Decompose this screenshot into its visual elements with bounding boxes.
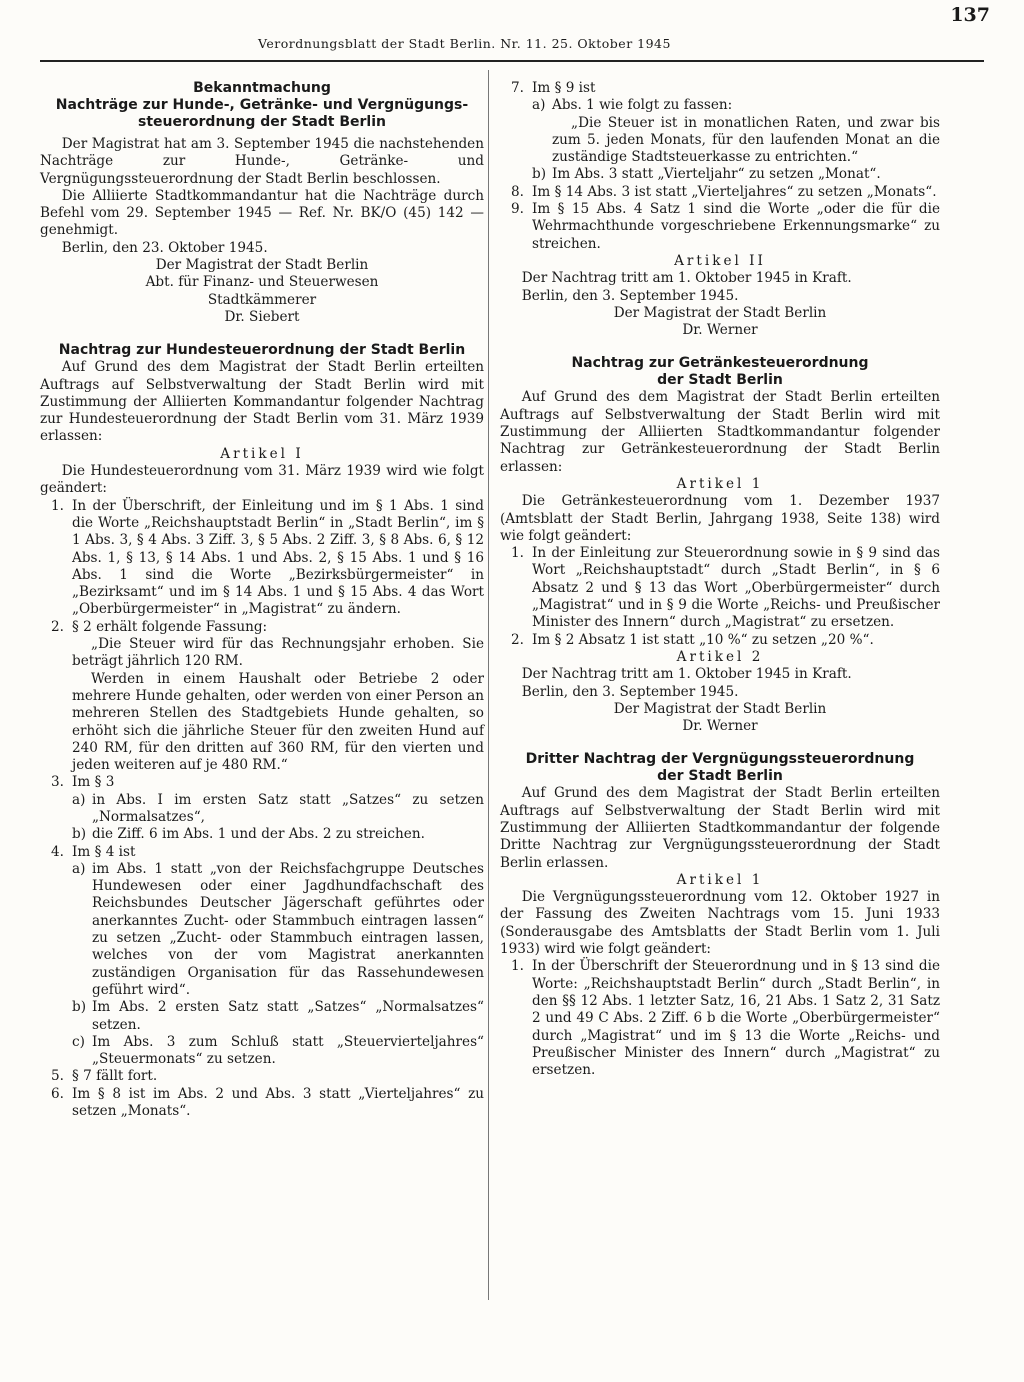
list-item-text: In der Einleitung zur Steuerordnung sowie in § 9 sind das Wort „Reichshauptstadt“ durch „Stadt Berlin“, in § 6 Absatz 2 und § 13 das Wort „Oberbürgermeister“ durch „Magistrat“ und in § 9 die Worte „Reichs- und Preußischer Minister des Innern“ durch „Magistrat“ zu ersetzen. — [532, 545, 940, 631]
quoted-text: Werden in einem Haushalt oder Betriebe 2 oder mehrere Hunde gehalten, oder werden von einer Person an mehreren Stellen des Stadtgebiets Hunde gehalten, so erhöht sich die jährliche Steuer für den zweiten Hund auf 240 RM, für den dritten auf 360 RM, für den vierten und jeden weiteren auf je 480 RM.“ — [72, 670, 484, 774]
list-item — [500, 201, 940, 253]
list-item-text: § 7 fällt fort. — [72, 1068, 158, 1085]
vergnuegungssteuer-intro: Auf Grund des dem Magistrat der Stadt Berlin erteilten Auftrags auf Selbstverwaltung der Stadt Berlin wird mit Zustimmung der Alliierten Stadtkommandantur der folgende Dritte Nachtrag zur Vergnügungssteuerordnung der Stadt Berlin erlassen. — [500, 785, 940, 871]
bekanntmachung-subtitle-2: steuerordnung der Stadt Berlin — [138, 114, 386, 130]
sub-item-letter: a) — [72, 860, 86, 877]
list-item-text: Im § 3 — [72, 774, 115, 791]
sub-item — [72, 999, 484, 1034]
list-item — [40, 1068, 484, 1085]
sub-item-letter: c) — [72, 1033, 85, 1050]
sub-item-text: im Abs. 1 statt „von der Reichsfachgruppe Deutsches Hundewesen oder einer Jagdhundfachschaft des Reichsbundes Deutscher Jägerschaft geführtes oder anerkanntes Zucht- oder Stammbuch eintragen lassen“ zu setzen „Zucht- oder Stammbuch eintragen lassen, welches von der vom Magistrat anerkannten zuständigen Organisation für das Rassehundewesen geführt wird“. — [92, 860, 484, 998]
getraenkesteuer-change-intro: Die Getränkesteuerordnung vom 1. Dezember 1937 (Amtsblatt der Stadt Berlin, Jahrgang 1938, Seite 138) wird wie folgt geändert: — [500, 493, 940, 544]
sub-item — [72, 1034, 484, 1069]
bekanntmachung-date: Berlin, den 23. Oktober 1945. — [61, 239, 268, 256]
sub-item-text: Im Abs. 2 ersten Satz statt „Satzes“ „Normalsatzes“ setzen. — [92, 999, 484, 1033]
getraenkesteuer-artikel-1: Artikel 1 — [676, 475, 764, 492]
sub-item-letter: b) — [532, 166, 547, 183]
getraenkesteuer-section — [500, 355, 940, 735]
hundesteuer-section — [40, 342, 484, 1120]
sub-item-text: Abs. 1 wie folgt zu fassen: — [552, 97, 733, 114]
list-item-text: Im § 9 ist — [532, 80, 596, 96]
page-number: 137 — [950, 4, 990, 26]
left-column — [40, 80, 484, 1120]
getraenkesteuer-signature-1: Der Magistrat der Stadt Berlin — [613, 700, 827, 717]
list-item-number: 1. — [511, 545, 524, 562]
list-item — [500, 545, 940, 631]
header-rule — [40, 60, 984, 62]
list-item — [40, 498, 484, 619]
list-item-number: 4. — [51, 843, 64, 860]
list-item — [500, 958, 940, 1079]
vergnuegungssteuer-change-intro: Die Vergnügungssteuerordnung vom 12. Oktober 1927 in der Fassung des Zweiten Nachtrags vom 15. Juni 1933 (Sonderausgabe des Amtsblatts der Stadt Berlin vom 1. Juli 1933) wird wie folgt geändert: — [500, 889, 940, 958]
sub-item-text: Im Abs. 3 zum Schluß statt „Steuervierteljahres“ „Steuermonats“ zu setzen. — [92, 1033, 484, 1068]
list-item — [40, 1086, 484, 1121]
hundesteuer-title: Nachtrag zur Hundesteuerordnung der Stadt Berlin — [58, 342, 466, 359]
list-item-text: In der Überschrift der Steuerordnung und in § 13 sind die Worte: „Reichshauptstadt Berlin“ durch „Stadt Berlin“, in den §§ 12 Abs. 1 letzter Satz, 16, 21 Abs. 1 Satz 2, 31 Satz 2 und 49 C Abs. 2 Ziff. 6 b die Worte „Oberbürgermeister“ durch „Magistrat“ und im § 13 die Worte „Reichs- und Preußischer Minister des Innern“ durch „Magistrat“ zu ersetzen. — [532, 958, 940, 1079]
list-item-text: In der Überschrift, der Einleitung und im § 1 Abs. 1 sind die Worte „Reichshauptstadt Berlin“ in „Stadt Berlin“, im § 1 Abs. 3, § 4 Abs. 3 Ziff. 3, § 5 Abs. 2 Ziff. 3, § 8 Abs. 6, § 12 Abs. 1, § 13, § 14 Abs. 1 und Abs. 2, § 15 Abs. 1 und § 16 Abs. 1 sind die Worte „Bezirksbürgermeister“ in „Bezirksamt“ und im § 14 Abs. 1 und § 15 Abs. 4 das Wort „Oberbürgermeister“ in „Magistrat“ zu ändern. — [72, 497, 484, 618]
list-item — [500, 184, 940, 201]
hundesteuer-artikel-2: Artikel II — [674, 252, 766, 269]
getraenkesteuer-artikel-2: Artikel 2 — [676, 648, 764, 665]
hundesteuer-signature-name: Dr. Werner — [682, 322, 758, 339]
bekanntmachung-signature-3: Stadtkämmerer — [207, 291, 317, 308]
sub-item-letter: b) — [72, 826, 87, 843]
list-item — [40, 619, 484, 775]
list-item-number: 6. — [51, 1085, 64, 1102]
bekanntmachung-signature-2: Abt. für Finanz- und Steuerwesen — [145, 274, 379, 291]
getraenkesteuer-date: Berlin, den 3. September 1945. — [521, 683, 739, 700]
quoted-text: „Die Steuer wird für das Rechnungsjahr erhoben. Sie beträgt jährlich 120 RM. — [72, 636, 484, 670]
hundesteuer-inkrafttreten: Der Nachtrag tritt am 1. Oktober 1945 in Kraft. — [521, 270, 852, 287]
column-divider — [488, 70, 489, 1300]
list-item-number: 7. — [511, 80, 524, 96]
hundesteuer-date: Berlin, den 3. September 1945. — [521, 287, 739, 304]
header-title: Verordnungsblatt der Stadt Berlin. Nr. 11. 25. Oktober 1945 — [258, 36, 671, 51]
list-item-number: 1. — [511, 958, 524, 975]
bekanntmachung-signature-1: Der Magistrat der Stadt Berlin — [155, 257, 369, 274]
quoted-text: „Die Steuer ist in monatlichen Raten, und zwar bis zum 5. jeden Monats, für den laufenden Monat an die zuständige Stadtsteuerkasse zu entrichten.“ — [552, 114, 940, 166]
list-item-text: Im § 2 Absatz 1 ist statt „10 %“ zu setzen „20 %“. — [532, 631, 874, 648]
vergnuegungssteuer-artikel-1: Artikel 1 — [676, 871, 764, 888]
bekanntmachung-paragraph-2: Die Alliierte Stadtkommandantur hat die Nachträge durch Befehl vom 29. September 1945 — Ref. Nr. BK/O (45) 142 — genehmigt. — [40, 187, 484, 239]
list-item-number: 3. — [51, 774, 64, 791]
sub-item-text: Im Abs. 3 statt „Vierteljahr“ zu setzen „Monat“. — [552, 166, 881, 183]
getraenkesteuer-inkrafttreten: Der Nachtrag tritt am 1. Oktober 1945 in Kraft. — [521, 666, 852, 683]
hundesteuer-change-intro: Die Hundesteuerordnung vom 31. März 1939 wird wie folgt geändert: — [40, 463, 484, 497]
list-item-number: 5. — [51, 1068, 64, 1085]
bekanntmachung-signature-name: Dr. Siebert — [224, 308, 300, 325]
getraenkesteuer-title-2: der Stadt Berlin — [657, 372, 783, 389]
list-item-text: § 2 erhält folgende Fassung: — [72, 618, 268, 635]
sub-item-letter: b) — [72, 999, 87, 1016]
list-item-number: 8. — [511, 183, 524, 200]
list-item-text: Im § 4 ist — [72, 843, 136, 860]
list-item-text: Im § 15 Abs. 4 Satz 1 sind die Worte „oder die für die Wehrmachthunde vorgeschriebene Erkennungsmarke“ zu streichen. — [532, 201, 940, 252]
bekanntmachung-paragraph-1: Der Magistrat hat am 3. September 1945 die nachstehenden Nachträge zur Hunde-, Getränke- und Vergnügungssteuerordnung der Stadt Berlin beschlossen. — [40, 136, 484, 187]
bekanntmachung-section — [40, 80, 484, 326]
sub-item — [532, 97, 940, 114]
right-column — [500, 80, 940, 1079]
getraenkesteuer-intro: Auf Grund des dem Magistrat der Stadt Berlin erteilten Auftrags auf Selbstverwaltung der Stadt Berlin wird mit Zustimmung der Alliierten Stadtkommandantur folgender Nachtrag zur Getränkesteuerordnung der Stadt Berlin erlassen: — [500, 389, 940, 475]
list-item-number: 2. — [511, 631, 524, 648]
bekanntmachung-subtitle-1: Nachträge zur Hunde-, Getränke- und Vergnügungs- — [55, 97, 469, 113]
sub-item-letter: a) — [532, 97, 546, 114]
getraenkesteuer-title: Nachtrag zur Getränkesteuerordnung — [571, 355, 869, 372]
list-item — [500, 80, 940, 184]
vergnuegungssteuer-title-2: der Stadt Berlin — [657, 768, 783, 785]
list-item-number: 1. — [51, 497, 64, 514]
list-item-text: Im § 14 Abs. 3 ist statt „Vierteljahres“ zu setzen „Monats“. — [532, 183, 937, 200]
hundesteuer-signature-1: Der Magistrat der Stadt Berlin — [613, 304, 827, 321]
sub-item-text: die Ziff. 6 im Abs. 1 und der Abs. 2 zu streichen. — [92, 826, 425, 843]
list-item-number: 2. — [51, 618, 64, 635]
sub-item — [72, 792, 484, 827]
sub-item-letter: a) — [72, 791, 86, 808]
vergnuegungssteuer-section — [500, 751, 940, 1079]
vergnuegungssteuer-title: Dritter Nachtrag der Vergnügungssteuerordnung — [525, 751, 915, 768]
hundesteuer-artikel-1: Artikel I — [220, 445, 304, 462]
sub-item — [72, 826, 484, 843]
bekanntmachung-title: Bekanntmachung — [193, 80, 331, 96]
list-item — [40, 774, 484, 843]
hundesteuer-intro: Auf Grund des dem Magistrat der Stadt Berlin erteilten Auftrags auf Selbstverwaltung der Stadt Berlin wird mit Zustimmung der Alliierten Kommandantur folgender Nachtrag zur Hundesteuerordnung der Stadt Berlin vom 31. März 1939 erlassen: — [40, 359, 484, 445]
list-item — [40, 844, 484, 1069]
sub-item — [72, 861, 484, 999]
list-item — [500, 632, 940, 649]
list-item-number: 9. — [511, 201, 524, 218]
sub-item — [532, 166, 940, 183]
page-header — [40, 4, 990, 62]
sub-item-text: in Abs. I im ersten Satz statt „Satzes“ zu setzen „Normalsatzes“, — [92, 791, 484, 825]
list-item-text: Im § 8 ist im Abs. 2 und Abs. 3 statt „Vierteljahres“ zu setzen „Monats“. — [72, 1085, 484, 1120]
getraenkesteuer-signature-name: Dr. Werner — [682, 718, 758, 735]
